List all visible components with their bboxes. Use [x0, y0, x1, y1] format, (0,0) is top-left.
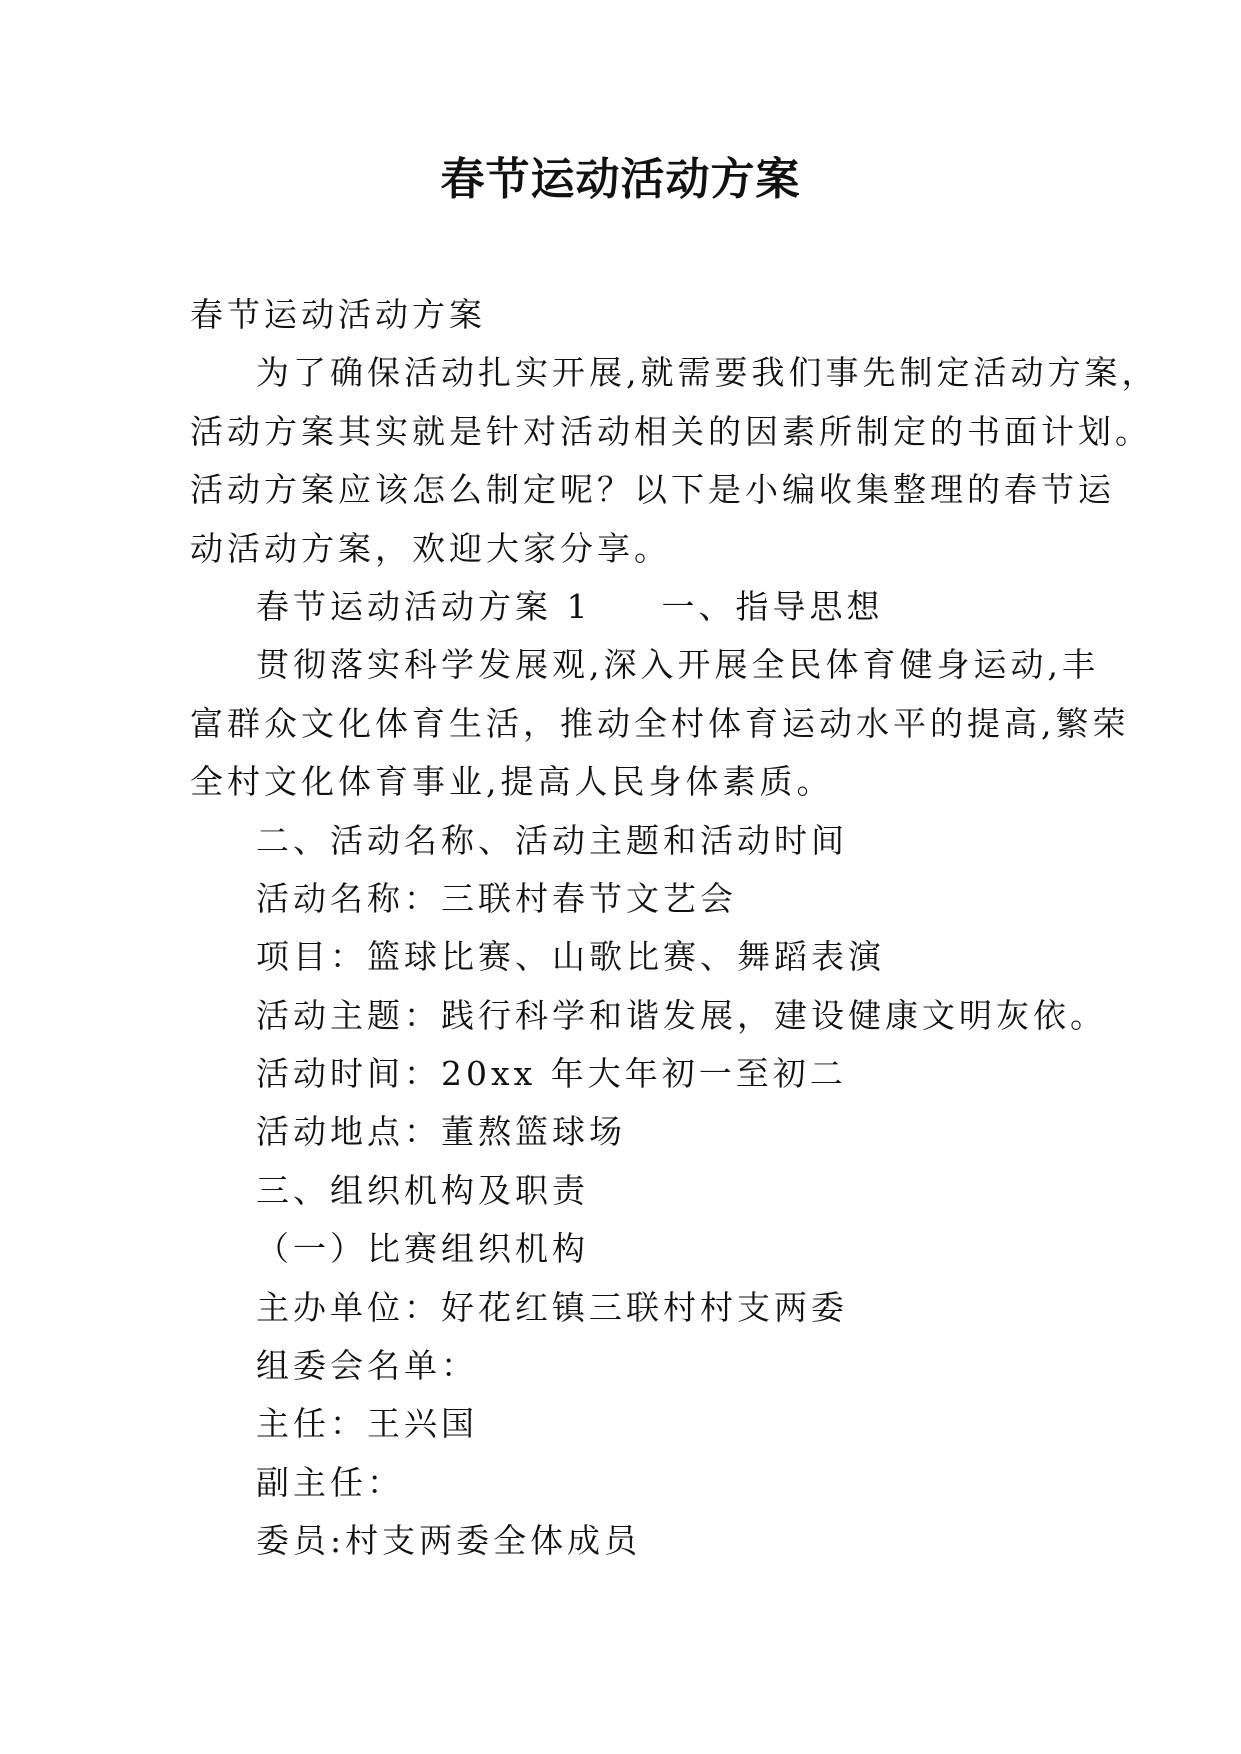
body-line: 活动地点：董熬篮球场: [256, 1112, 626, 1152]
body-line: 全村文化体育事业,提高人民身体素质。: [190, 762, 834, 802]
document-body: [190, 286, 1159, 1571]
body-line: 春节运动活动方案: [190, 295, 486, 334]
body-line: 活动时间：20xx 年大年初一至初二: [256, 1054, 847, 1094]
body-line: 活动主题：践行科学和谐发展，建设健康文明灰依。: [256, 995, 1107, 1035]
body-line: 主任：王兴国: [256, 1404, 478, 1444]
body-line: 为了确保活动扎实开展,就需要我们事先制定活动方案，: [256, 353, 1159, 393]
body-line: 项目：篮球比赛、山歌比赛、舞蹈表演: [256, 937, 885, 977]
body-line: 主办单位：好花红镇三联村村支两委: [256, 1287, 848, 1327]
body-line: 委员:村支两委全体成员: [256, 1521, 642, 1561]
body-line: 富群众文化体育生活，推动全村体育运动水平的提高,繁荣: [190, 703, 1130, 743]
plan-heading-line: [190, 578, 1070, 636]
section-heading: 一、指导思想: [661, 586, 884, 626]
plan-heading: 春节运动活动方案 1: [256, 586, 592, 626]
body-line: 动活动方案，欢迎大家分享。: [190, 528, 671, 568]
body-line: 组委会名单：: [256, 1346, 478, 1386]
body-line: 活动方案其实就是针对活动相关的因素所制定的书面计划。: [190, 411, 1152, 451]
body-line: 活动方案应该怎么制定呢？以下是小编收集整理的春节运: [190, 470, 1115, 510]
section-heading: 二、活动名称、活动主题和活动时间: [256, 820, 848, 860]
body-line: 活动名称：三联村春节文艺会: [256, 878, 737, 918]
subsection-heading: （一）比赛组织机构: [256, 1229, 589, 1269]
section-heading: 三、组织机构及职责: [256, 1170, 589, 1210]
body-line: 贯彻落实科学发展观,深入开展全民体育健身运动,丰: [256, 645, 1099, 685]
body-line: 副主任：: [256, 1462, 404, 1502]
document-title: 春节运动活动方案: [440, 154, 801, 205]
